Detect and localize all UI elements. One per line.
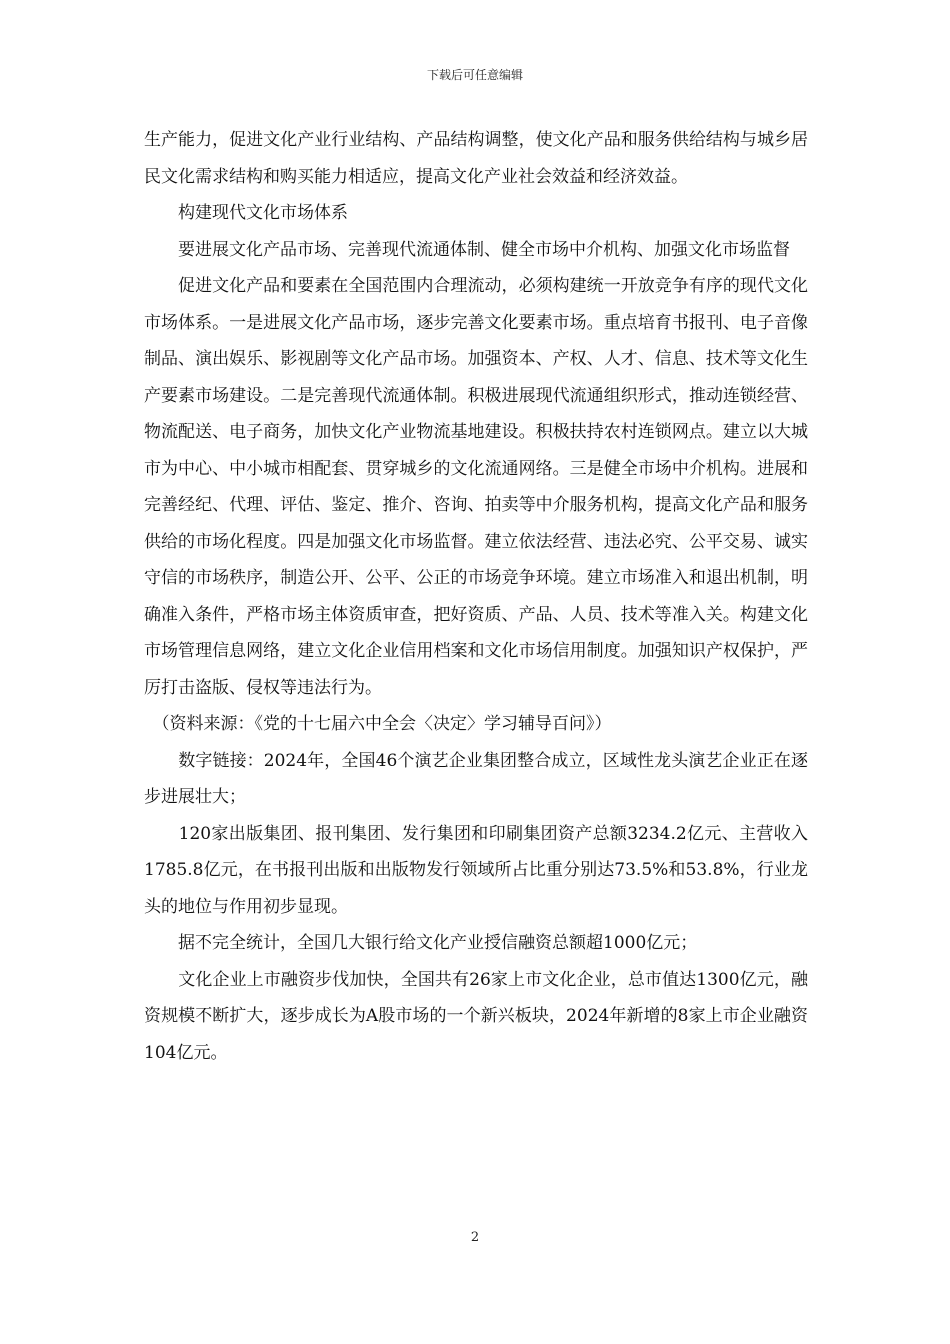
page-header: 下载后可任意编辑 (426, 68, 523, 82)
paragraph-publishing: 120家出版集团、报刊集团、发行集团和印刷集团资产总额3234.2亿元、主营收入1785.8亿元，在书报刊出版和出版物发行领域所占比重分别达73.5%和53.8%，行业龙头的地位与作用初步显现。 (144, 823, 808, 917)
source-citation: （资料来源：《党的十七届六中全会〈决定〉学习辅导百问》） (144, 714, 612, 734)
body-text (144, 122, 808, 1071)
paragraph-listing: 文化企业上市融资步伐加快，全国共有26家上市文化企业，总市值达1300亿元，融资规模不断扩大，逐步成长为A股市场的一个新兴板块，2024年新增的8家上市企业融资104亿元。 (144, 969, 808, 1063)
section-heading: 构建现代文化市场体系 (144, 203, 348, 223)
section-subheading: 要进展文化产品市场、完善现代流通体制、健全市场中介机构、加强文化市场监督 (144, 239, 790, 260)
paragraph-banks: 据不完全统计，全国几大银行给文化产业授信融资总额超1000亿元； (144, 933, 698, 953)
page-number: 2 (470, 1230, 480, 1245)
paragraph-main: 促进文化产品和要素在全国范围内合理流动，必须构建统一开放竞争有序的现代文化市场体系。一是进展文化产品市场，逐步完善文化要素市场。重点培育书报刊、电子音像制品、演出娱乐、影视剧等文化产品市场。加强资本、产权、人才、信息、技术等文化生产要素市场建设。二是完善现代流通体制。积极进展现代流通组织形式，推动连锁经营、物流配送、电子商务，加快文化产业物流基地建设。积极扶持农村连锁网点。建立以大城市为中心、中小城市相配套、贯穿城乡的文化流通网络。三是健全市场中介机构。进展和完善经纪、代理、评估、鉴定、推介、咨询、拍卖等中介服务机构，提高文化产品和服务供给的市场化程度。四是加强文化市场监督。建立依法经营、违法必究、公平交易、诚实守信的市场秩序，制造公开、公平、公正的市场竞争环境。建立市场准入和退出机制，明确准入条件，严格市场主体资质审查，把好资质、产品、人员、技术等准入关。构建文化市场管理信息网络，建立文化企业信用档案和文化市场信用制度。加强知识产权保护，严厉打击盗版、侵权等违法行为。 (144, 276, 808, 698)
paragraph-intro: 生产能力，促进文化产业行业结构、产品结构调整，使文化产品和服务供给结构与城乡居民文化需求结构和购买能力相适应，提高文化产业社会效益和经济效益。 (144, 130, 808, 187)
paragraph-data-link: 数字链接：2024年，全国46个演艺企业集团整合成立，区域性龙头演艺企业正在逐步进展壮大； (144, 750, 808, 807)
